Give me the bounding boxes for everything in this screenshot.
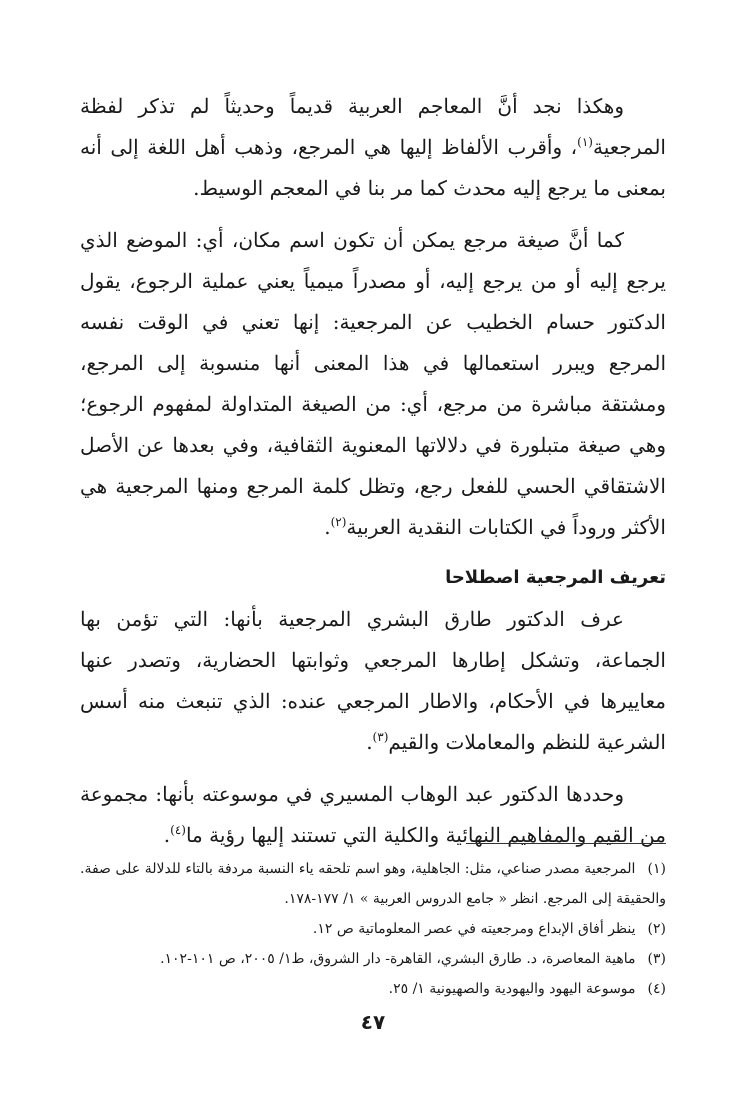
- footnote-3: [80, 944, 666, 974]
- footnote-ref-4[interactable]: (٤): [170, 823, 186, 837]
- footnote-2: [80, 914, 666, 944]
- footnote-text: موسوعة اليهود واليهودية والصهيونية ١/ ٢٥.: [388, 981, 636, 997]
- paragraph-2-end: .: [324, 515, 331, 539]
- footnotes-section: [80, 843, 666, 1004]
- footnote-ref-1[interactable]: (١): [577, 135, 593, 149]
- paragraph-4-text: وحددها الدكتور عبد الوهاب المسيري في موسوعته بأنها: مجموعة من القيم والمفاهيم النهائية والكلية التي تستند إليها رؤية ما: [80, 782, 666, 847]
- paragraph-1-text: وهكذا نجد أنَّ المعاجم العربية قديماً وحديثاً لم تذكر لفظة المرجعية: [80, 94, 666, 159]
- paragraph-3-text: عرف الدكتور طارق البشري المرجعية بأنها: التي تؤمن بها الجماعة، وتشكل إطارها المرجعي وثوابتها الحضارية، وتصدر عنها معاييرها في الأحكام، والاطار المرجعي عنده: الذي تنبعث منه أسس الشرعية للنظم والمعاملات والقيم: [80, 607, 666, 754]
- footnote-text: ينظر أفاق الإبداع ومرجعيته في عصر المعلوماتية ص ١٢.: [312, 921, 636, 937]
- footnote-ref-3[interactable]: (٣): [372, 730, 389, 744]
- footnote-1: [80, 854, 666, 914]
- footnote-number: (٢): [647, 921, 666, 937]
- paragraph-2: [80, 220, 666, 548]
- footnote-ref-2[interactable]: (٢): [330, 515, 347, 529]
- paragraph-1: [80, 86, 666, 209]
- paragraph-3-end: .: [366, 730, 373, 754]
- paragraph-3: [80, 599, 666, 763]
- footnote-divider: [466, 843, 666, 844]
- footnote-text: المرجعية مصدر صناعي، مثل: الجاهلية، وهو اسم تلحقه ياء النسبة مردفة بالتاء للدلالة على صفة. والحقيقة إلى المرجع. انظر « جامع الدروس العربية » ١/ ١٧٧-١٧٨.: [80, 861, 666, 907]
- paragraph-2-text: كما أنَّ صيغة مرجع يمكن أن تكون اسم مكان، أي: الموضع الذي يرجع إليه أو من يرجع إليه، أو مصدراً ميمياً يعني عملية الرجوع، يقول الدكتور حسام الخطيب عن المرجعية: إنها تعني في الوقت نفسه المرجع ويبرر استعمالها في هذا المعنى أنها منسوبة إلى المرجع، ومشتقة مباشرة من مرجع، أي: من الصيغة المتداولة لمفهوم الرجوع؛ وهي صيغة متبلورة في دلالاتها المعنوية الثقافية، وفي بعدها عن الأصل الاشتقاقي الحسي للفعل رجع، وتظل كلمة المرجع ومنها المرجعية هي الأكثر وروداً في الكتابات النقدية العربية: [80, 228, 667, 539]
- footnote-number: (٤): [647, 981, 666, 997]
- footnote-number: (٣): [647, 951, 666, 967]
- paragraph-4-end: .: [163, 823, 171, 847]
- paragraph-1-text-continued: ، وأقرب الألفاظ إليها هي المرجع، وذهب أهل اللغة إلى أنه بمعنى ما يرجع إليه محدث كما مر بنا في المعجم الوسيط.: [80, 135, 666, 200]
- page-number: ٤٧: [360, 1010, 386, 1034]
- footnote-text: ماهية المعاصرة، د. طارق البشري، القاهرة- دار الشروق، ط١/ ٢٠٠٥، ص ١٠١-١٠٢.: [160, 951, 636, 967]
- footnote-4: [80, 974, 666, 1004]
- footnote-number: (١): [647, 861, 666, 877]
- section-heading: تعريف المرجعية اصطلاحا: [445, 567, 666, 588]
